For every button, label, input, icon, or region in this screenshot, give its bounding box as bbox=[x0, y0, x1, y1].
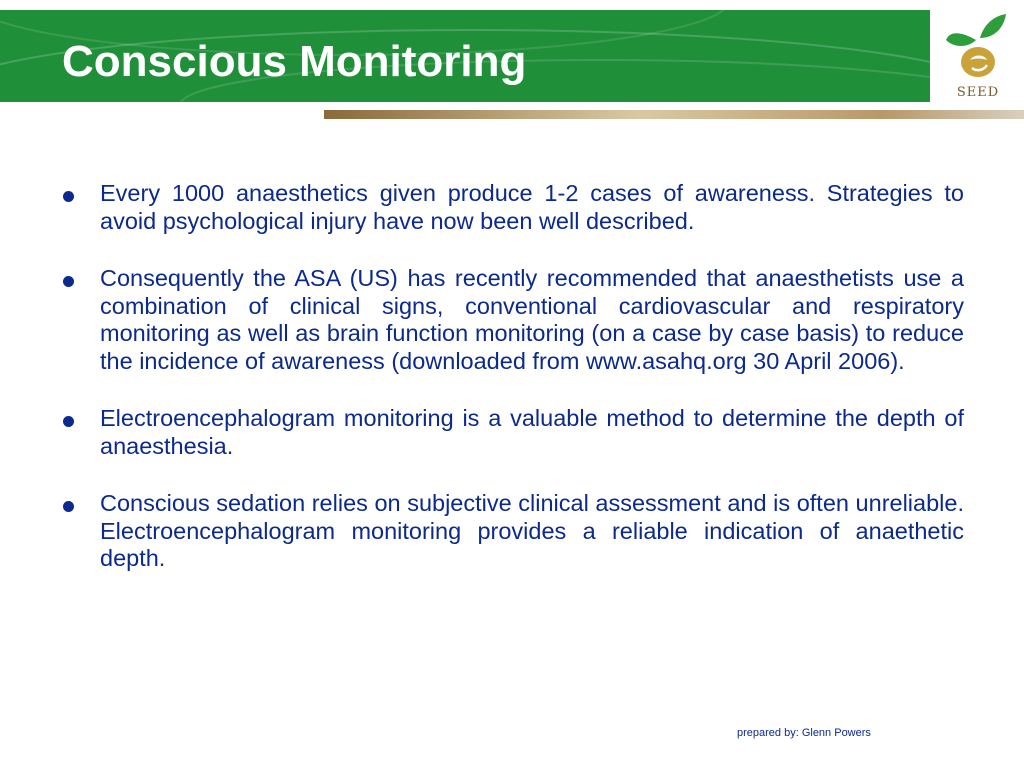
bullet-dot-icon bbox=[63, 276, 74, 287]
bullet-dot-icon bbox=[63, 501, 74, 512]
bullet-text: Conscious sedation relies on subjective clinical assessment and is often unreliable. Electroencephalogram monitoring provides a reliable indication of anaethetic depth. bbox=[100, 490, 964, 571]
title-banner bbox=[0, 10, 930, 102]
slide-title: Conscious Monitoring bbox=[62, 37, 527, 86]
bullet-text: Every 1000 anaesthetics given produce 1-2 cases of awareness. Strategies to avoid psychological injury have now been well described. bbox=[100, 180, 964, 234]
logo-text: SEED bbox=[956, 85, 1000, 100]
bullet-dot-icon bbox=[63, 416, 74, 427]
seed-sprout-logo-icon bbox=[932, 10, 1024, 90]
bullet-item bbox=[60, 265, 964, 375]
bullet-text: Consequently the ASA (US) has recently recommended that anaesthetists use a combination of clinical signs, conventional cardiovascular and respiratory monitoring as well as brain function monitoring (on a case by case basis) to reduce the incidence of awareness (downloaded from www.asahq.org 30 April 2006). bbox=[100, 265, 964, 374]
bullet-text: Electroencephalogram monitoring is a valuable method to determine the depth of anaesthesia. bbox=[100, 405, 964, 459]
bullet-item bbox=[60, 180, 964, 235]
bullet-item bbox=[60, 405, 964, 460]
bullet-dot-icon bbox=[63, 191, 74, 202]
bullet-item bbox=[60, 490, 964, 573]
header-accent-bar bbox=[324, 110, 1024, 119]
footer-credit: prepared by: Glenn Powers bbox=[737, 727, 871, 739]
bullet-list bbox=[60, 180, 964, 603]
